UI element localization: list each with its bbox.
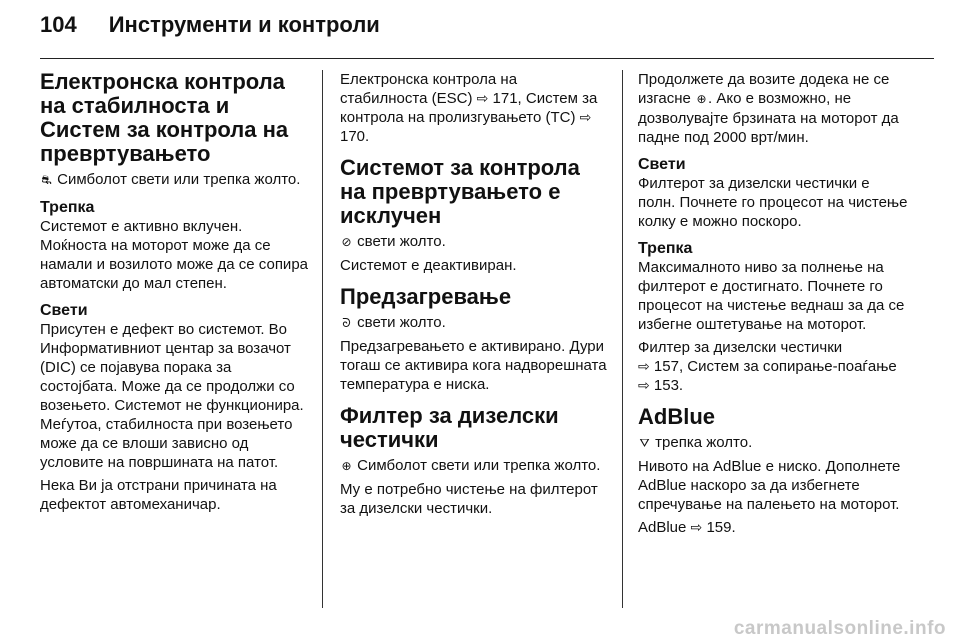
diesel-particulate-filter-icon: ⊕ — [341, 459, 352, 473]
header-rule — [40, 58, 934, 59]
adblue-text: Нивото на AdBlue е ниско. Дополнете AdBlue наскоро за да избегнете спречување на палењето на моторот. — [638, 458, 901, 513]
page-number: 104 — [40, 12, 77, 37]
adblue-icon: ⛛ — [639, 436, 650, 450]
subheading-lit: Свети — [40, 302, 88, 319]
glow-plug-icon: ᘐ — [342, 316, 351, 330]
section-heading-adblue: AdBlue — [638, 404, 715, 429]
lit-text-2: Нека Ви ја отстрани причината на дефектот автомеханичар. — [40, 477, 277, 513]
page-header — [40, 12, 380, 38]
section-heading-preheat: Предзагревање — [340, 284, 512, 309]
diesel-particulate-filter-icon: ⊕ — [696, 92, 707, 106]
section-heading-dpf: Филтер за дизелски честички — [340, 403, 559, 452]
adblue-line: ⛛ трепка жолто. — [639, 434, 753, 451]
esc-off-line: ⊘ свети жолто. — [341, 233, 446, 250]
dpf-text: Му е потребно чистење на филтерот за дизелски честички. — [340, 481, 598, 517]
column-divider — [622, 70, 623, 608]
adblue-reference: AdBlue ⇨ 159. — [638, 519, 736, 536]
page-reference-arrow-icon: ⇨ — [638, 358, 650, 374]
page-title: Инструменти и контроли — [108, 12, 380, 37]
preheat-text: Предзагревањето е активирано. Дури тогаш се активира кога надворешната температура е ниска. — [340, 338, 607, 393]
car-skid-off-icon: ⊘ — [341, 235, 352, 249]
column-1 — [40, 70, 308, 518]
page-reference-arrow-icon: ⇨ — [690, 519, 703, 535]
preheat-line: ᘐ свети жолто. — [340, 313, 608, 333]
section-heading-esc: Електронска контрола на стабилноста и Систем за контрола на превртувањето — [40, 69, 289, 166]
column-divider — [322, 70, 323, 608]
blink-text: Системот е активно вклучен. Моќноста на моторот може да се намали и возилото може да се сопира автоматски до мал степен. — [40, 218, 309, 292]
column-2 — [340, 70, 608, 522]
esc-off-status: Системот е деактивиран. — [340, 257, 517, 274]
subheading-blink: Трепка — [40, 199, 95, 216]
subheading-blink: Трепка — [638, 240, 693, 257]
lit-text: Присутен е дефект во системот. Во Информативниот центар за возачот (DIC) се појавува порака за состојбата. Може да се продолжи со возењето. Системот не функционира. Меѓутоа, стабилноста при возењето може да се влоши зависно од условите на површината на патот. — [40, 321, 304, 471]
subheading-lit: Свети — [638, 156, 686, 173]
dpf-blink-text: Максималното ниво за полнење на филтерот е достигнато. Почнете го процесот на чистење веднаш за да се избегне оштетување на моторот. — [638, 259, 905, 333]
page-reference-arrow-icon: ⇨ — [579, 109, 592, 125]
esc-reference: Електронска контрола на стабилноста (ESC) ⇨ 171, Систем за контрола на пролизгувањето (TC) ⇨ 170. — [340, 71, 598, 145]
car-skid-icon: ⛐ — [41, 173, 52, 187]
esc-intro: ⛐ Симболот свети или трепка жолто. — [41, 171, 301, 188]
dpf-intro: ⊕ Симболот свети или трепка жолто. — [341, 457, 601, 474]
column-3 — [638, 70, 910, 541]
section-heading-esc-off: Системот за контрола на превртувањето е исклучен — [340, 155, 580, 228]
page-reference-arrow-icon: ⇨ — [476, 90, 489, 106]
page-reference-arrow-icon: ⇨ — [638, 377, 650, 393]
dpf-continue-text: Продолжете да возите додека не се изгасне ⊕. Ако е возможно, не дозволувајте брзината на моторот да падне под 2000 врт/мин. — [638, 71, 899, 146]
dpf-reference: Филтер за дизелски честички ⇨ 157, Систем за сопирање-поаѓање ⇨ 153. — [638, 339, 897, 394]
dpf-lit-text: Филтерот за дизелски честички е полн. Почнете го процесот на чистење колку е можно поскоро. — [638, 175, 908, 230]
watermark: carmanualsonline.info — [733, 618, 946, 639]
